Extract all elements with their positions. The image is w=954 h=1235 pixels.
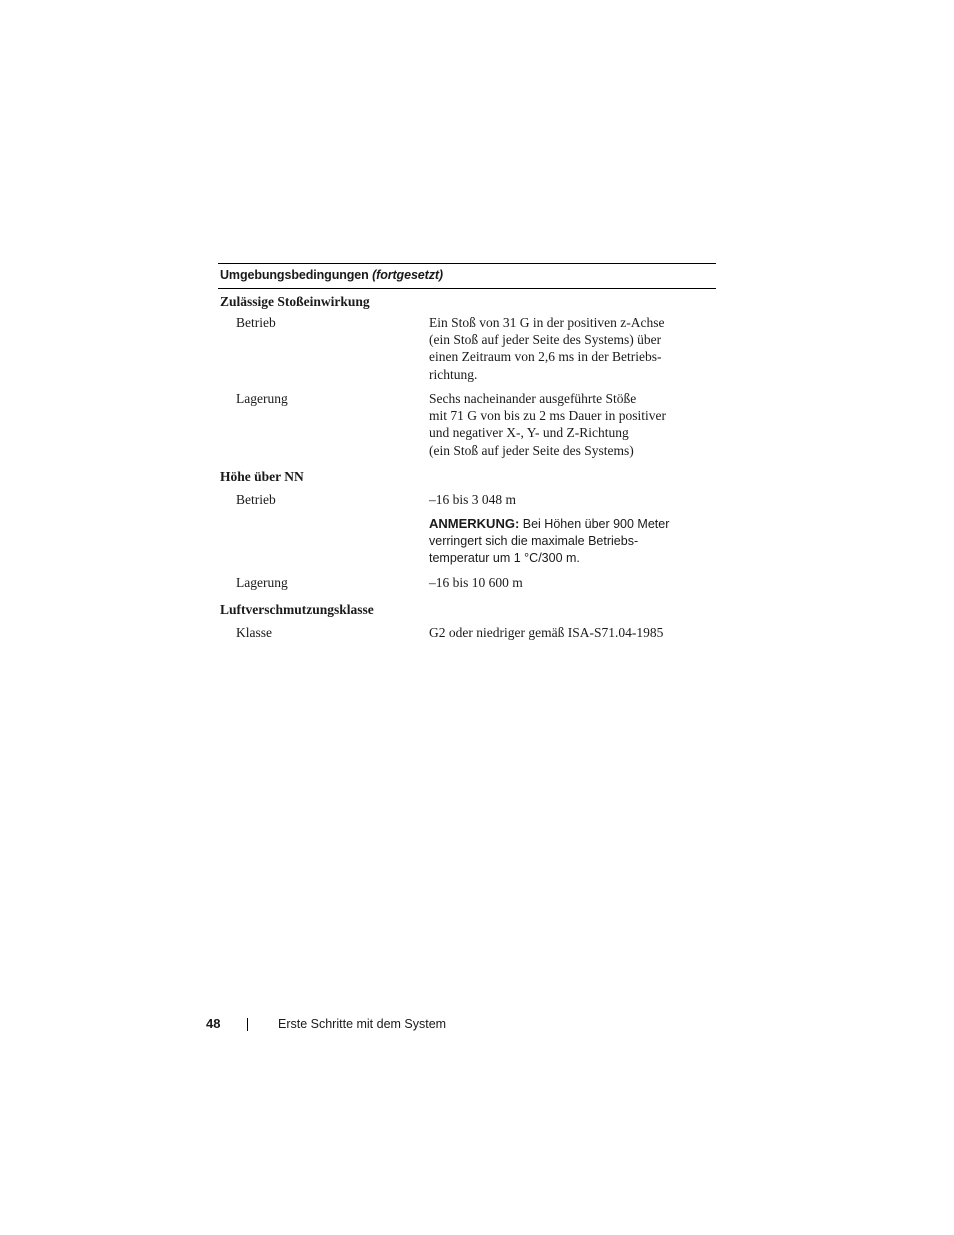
document-title: Erste Schritte mit dem System (278, 1017, 447, 1031)
table-row (218, 390, 716, 466)
note-text: Bei Höhen über 900 Meter (522, 517, 670, 532)
environment-specs-table (218, 263, 716, 649)
value-line: –16 bis 3 048 m (429, 492, 517, 507)
row-label: Lagerung (236, 391, 288, 406)
value-line: richtung. (429, 366, 478, 382)
row-value (429, 390, 699, 466)
row-value (429, 624, 699, 649)
table-row (218, 624, 716, 649)
page-number: 48 (206, 1016, 221, 1031)
note-block (429, 515, 699, 567)
value-line: –16 bis 10 600 m (429, 575, 523, 590)
footer-separator (247, 1018, 248, 1031)
table-title: Umgebungsbedingungen (220, 268, 369, 282)
value-line: (ein Stoß auf jeder Seite des Systems) über (429, 332, 662, 348)
value-line: und negativer X-, Y- und Z-Richtung (429, 425, 629, 441)
row-value (429, 491, 699, 574)
section-title: Luftverschmutzungsklasse (220, 602, 374, 617)
table-row (218, 491, 716, 574)
note-line (429, 515, 699, 533)
table-row (218, 574, 716, 599)
row-label: Lagerung (236, 575, 288, 590)
note-label: ANMERKUNG: (429, 516, 520, 532)
value-line: mit 71 G von bis zu 2 ms Dauer in positiver (429, 408, 666, 424)
row-value (429, 314, 699, 390)
row-label: Klasse (236, 625, 272, 640)
value-line: Sechs nacheinander ausgeführte Stöße (429, 391, 637, 406)
value-line: Ein Stoß von 31 G in der positiven z-Achse (429, 315, 665, 330)
value-line: (ein Stoß auf jeder Seite des Systems) (429, 442, 634, 458)
row-label: Betrieb (236, 315, 276, 330)
row-label: Betrieb (236, 492, 276, 507)
section-title: Zulässige Stoßeinwirkung (220, 294, 370, 309)
table-header (218, 264, 716, 288)
value-line: G2 oder niedriger gemäß ISA-S71.04-1985 (429, 625, 664, 640)
row-value (429, 574, 699, 599)
table-row (218, 314, 716, 390)
table-continued-label: (fortgesetzt) (372, 268, 443, 282)
section-title: Höhe über NN (220, 469, 304, 484)
value-line: einen Zeitraum von 2,6 ms in der Betriebs- (429, 349, 662, 365)
note-line: verringert sich die maximale Betriebs- (429, 534, 639, 549)
note-line: temperatur um 1 °C/300 m. (429, 551, 580, 566)
